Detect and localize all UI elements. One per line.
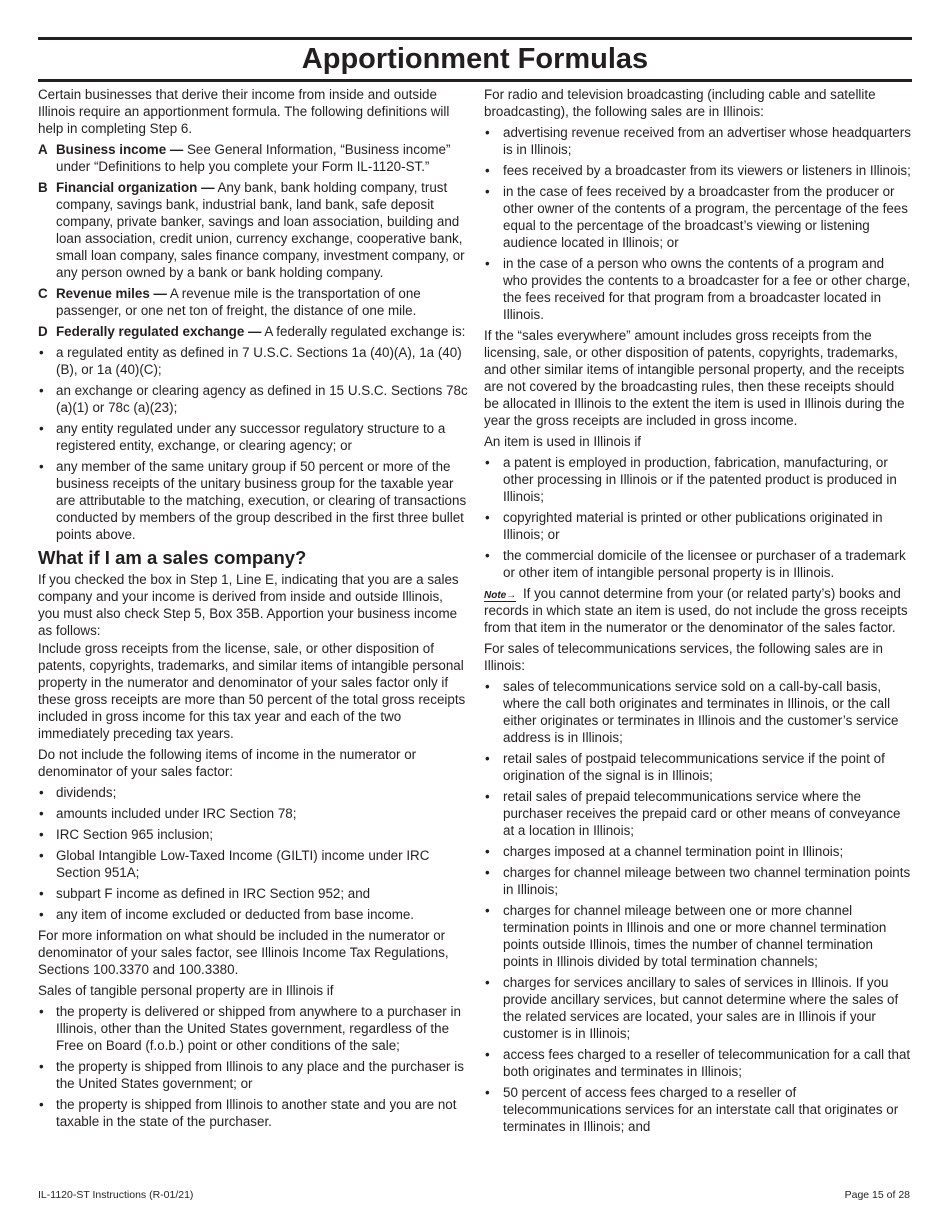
telecom-bullet-list [484, 678, 912, 1135]
bullet-icon: • [39, 848, 44, 863]
paragraph: For sales of telecommunications services, the following sales are in Illinois: [484, 641, 883, 673]
list-item-text: the property is shipped from Illinois to any place and the purchaser is the United States government; or [56, 1059, 464, 1091]
list-item-text: in the case of fees received by a broadcaster from the producer or other owner of the contents of a program, the percentage of the fees equal to the percentage of the broadcast’s viewing or listening audience located in Illinois; or [503, 184, 908, 250]
list-item [484, 162, 912, 179]
list-item-text: IRC Section 965 inclusion; [56, 827, 214, 842]
bullet-icon: • [485, 975, 490, 990]
list-item-text: the property is delivered or shipped from anywhere to a purchaser in Illinois, other than the United States government, regardless of the Free on Board (f.o.b.) point or other conditions of the sale; [56, 1004, 461, 1053]
section-heading: What if I am a sales company? [38, 547, 307, 568]
definition-term: Revenue miles — [56, 286, 167, 301]
list-item [484, 902, 912, 970]
definition-text: A revenue mile is the transportation of one passenger, or one net ton of freight, the distance of one mile. [56, 286, 421, 318]
bullet-icon: • [485, 751, 490, 766]
list-item [38, 805, 468, 822]
list-item [484, 547, 912, 581]
bullet-icon: • [485, 163, 490, 178]
list-item [38, 344, 468, 378]
list-item-text: the property is shipped from Illinois to another state and you are not taxable in the state of the purchaser. [56, 1097, 457, 1129]
list-item [38, 382, 468, 416]
note-label: Note [484, 590, 507, 601]
list-item-text: any entity regulated under any successor regulatory structure to a registered entity, exchange, or clearing agency; or [56, 421, 446, 453]
paragraph: For more information on what should be included in the numerator or denominator of your sales factor, see Illinois Income Tax Regulations, Sections 100.3370 and 100.3380. [38, 928, 449, 977]
tangible-bullet-list [38, 1003, 468, 1130]
note-icon: Note→ [484, 590, 517, 601]
bullet-icon: • [39, 785, 44, 800]
list-item-text: charges for channel mileage between two channel termination points in Illinois; [503, 865, 911, 897]
list-item [484, 678, 912, 746]
definition-b [38, 179, 468, 281]
footer-form-id: IL-1120-ST Instructions (R-01/21) [38, 1189, 194, 1201]
bullet-icon: • [39, 459, 44, 474]
list-item-text: fees received by a broadcaster from its viewers or listeners in Illinois; [503, 163, 911, 178]
paragraph: Do not include the following items of income in the numerator or denominator of your sales factor: [38, 747, 417, 779]
definition-c [38, 285, 468, 319]
list-item-text: retail sales of postpaid telecommunications service if the point of origination of the signal is in Illinois; [503, 751, 885, 783]
list-item [484, 788, 912, 839]
footer-page-number: Page 15 of 28 [844, 1189, 910, 1201]
list-item [38, 847, 468, 881]
bullet-icon: • [485, 125, 490, 140]
definition-letter: B [38, 180, 48, 195]
used-bullet-list [484, 454, 912, 581]
paragraph: Include gross receipts from the license, sale, or other disposition of patents, copyrights, trademarks, and similar items of intangible personal property in the numerator and denominator of your sales factor only if these gross receipts are more than 50 percent of the total gross receipts included in gross income for this tax year and each of the two immediately preceding tax years. [38, 641, 466, 741]
list-item [484, 183, 912, 251]
bullet-icon: • [485, 256, 490, 271]
list-item-text: charges for services ancillary to sales of services in Illinois. If you provide ancillary services, but cannot determine where the sales of the related services are located, your sales are in Illinois if your customer is in Illinois; [503, 975, 899, 1041]
list-item [484, 843, 912, 860]
bullet-icon: • [39, 383, 44, 398]
list-item [484, 750, 912, 784]
definition-a [38, 141, 468, 175]
list-item-text: any item of income excluded or deducted from base income. [56, 907, 415, 922]
list-item [38, 1058, 468, 1092]
intro-paragraph: Certain businesses that derive their income from inside and outside Illinois require an apportionment formula. The following definitions will help in completing Step 6. [38, 87, 450, 136]
paragraph: For radio and television broadcasting (including cable and satellite broadcasting), the following sales are in Illinois: [484, 87, 876, 119]
bullet-icon: • [485, 510, 490, 525]
list-item-text: charges imposed at a channel termination point in Illinois; [503, 844, 844, 859]
bullet-icon: • [39, 806, 44, 821]
right-column [484, 86, 912, 1139]
list-item [38, 906, 468, 923]
bullet-icon: • [39, 1004, 44, 1019]
list-item-text: dividends; [56, 785, 117, 800]
list-item [484, 124, 912, 158]
list-item-text: retail sales of prepaid telecommunications service where the purchaser receives the prepaid card or other means of conveyance at a location in Illinois; [503, 789, 901, 838]
list-item-text: 50 percent of access fees charged to a reseller of telecommunications services for an interstate call that originates or terminates in Illinois; and [503, 1085, 899, 1134]
list-item [484, 974, 912, 1042]
bullet-icon: • [485, 903, 490, 918]
definition-d [38, 323, 468, 340]
list-item [484, 1046, 912, 1080]
list-item [484, 1084, 912, 1135]
list-item-text: an exchange or clearing agency as defined in 15 U.S.C. Sections 78c (a)(1) or 78c (a)(23); [56, 383, 468, 415]
exchange-bullet-list [38, 344, 468, 543]
bullet-icon: • [39, 907, 44, 922]
definition-term: Business income — [56, 142, 184, 157]
bullet-icon: • [485, 184, 490, 199]
note-text: If you cannot determine from your (or related party’s) books and records in which state an item is used, do not include the gross receipts from that item in the numerator or the denominator of the sales factor. [484, 586, 908, 635]
paragraph: If the “sales everywhere” amount includes gross receipts from the licensing, sale, or other disposition of patents, copyrights, trademarks, and other similar items of intangible personal property, and the receipts are not covered by the broadcasting rules, then these receipts should be allocated in Illinois to the extent the item is used in Illinois during the year the gross receipts are included in gross income. [484, 328, 905, 428]
list-item [484, 454, 912, 505]
list-item [38, 784, 468, 801]
page-title: Apportionment Formulas [301, 43, 649, 75]
bullet-icon: • [485, 789, 490, 804]
list-item [38, 458, 468, 543]
definition-letter: C [38, 286, 48, 301]
bullet-icon: • [39, 345, 44, 360]
definition-letter: D [38, 324, 48, 339]
bullet-icon: • [39, 1097, 44, 1112]
bullet-icon: • [485, 548, 490, 563]
bullet-icon: • [485, 1047, 490, 1062]
definition-letter: A [38, 142, 48, 157]
list-item [38, 885, 468, 902]
paragraph: An item is used in Illinois if [484, 434, 642, 449]
list-item [38, 826, 468, 843]
list-item-text: access fees charged to a reseller of telecommunication for a call that both originates and terminates in Illinois; [503, 1047, 911, 1079]
exclude-bullet-list [38, 784, 468, 923]
title-rule [38, 79, 912, 82]
list-item-text: copyrighted material is printed or other publications originated in Illinois; or [503, 510, 883, 542]
list-item-text: a regulated entity as defined in 7 U.S.C. Sections 1a (40)(A), 1a (40) (B), or 1a (40)(C); [56, 345, 462, 377]
list-item-text: any member of the same unitary group if 50 percent or more of the business receipts of the unitary business group for the taxable year are attributable to the matching, execution, or clearing of transactions conducted by members of the group described in the first three bullet points above. [56, 459, 467, 542]
list-item-text: in the case of a person who owns the contents of a program and who provides the contents to a broadcaster for a fee or other charge, the fees received for that program from a broadcaster located in Illinois. [503, 256, 911, 322]
bullet-icon: • [485, 844, 490, 859]
note-paragraph [484, 585, 912, 636]
bullet-icon: • [39, 421, 44, 436]
paragraph: If you checked the box in Step 1, Line E, indicating that you are a sales company and your income is derived from inside and outside Illinois, you must also check Step 5, Box 35B. Apportion your business income as follows: [38, 572, 459, 638]
bullet-icon: • [39, 886, 44, 901]
list-item [484, 509, 912, 543]
paragraph: Sales of tangible personal property are in Illinois if [38, 983, 334, 998]
left-column [38, 86, 468, 1134]
definition-term: Federally regulated exchange — [56, 324, 262, 339]
list-item-text: a patent is employed in production, fabrication, manufacturing, or other processing in Illinois or if the patented product is produced in Illinois; [503, 455, 897, 504]
bullet-icon: • [39, 827, 44, 842]
definition-text: Any bank, bank holding company, trust company, savings bank, industrial bank, land bank, safe deposit company, private banker, savings and loan association, building and loan association, credit union, currency exchange, cooperative bank, small loan company, sales finance company, investment company, or any person owned by a bank or bank holding company. [56, 180, 465, 280]
list-item [38, 1003, 468, 1054]
bullet-icon: • [485, 679, 490, 694]
list-item-text: charges for channel mileage between one or more channel termination points in Illinois and one or more channel termination points outside Illinois, times the number of channel termination points in Illinois divided by total termination channels; [503, 903, 887, 969]
definition-text: See General Information, “Business income” under “Definitions to help you complete your Form IL-1120-ST.” [56, 142, 451, 174]
definition-term: Financial organization — [56, 180, 215, 195]
definition-text: A federally regulated exchange is: [261, 324, 466, 339]
list-item-text: sales of telecommunications service sold on a call-by-call basis, where the call both originates and terminates in Illinois, or the call either originates or terminates in Illinois and the customer’s service address is in Illinois; [503, 679, 899, 745]
list-item-text: Global Intangible Low-Taxed Income (GILTI) income under IRC Section 951A; [56, 848, 430, 880]
bullet-icon: • [485, 865, 490, 880]
radio-bullet-list [484, 124, 912, 323]
list-item [484, 864, 912, 898]
list-item-text: subpart F income as defined in IRC Section 952; and [56, 886, 371, 901]
list-item-text: amounts included under IRC Section 78; [56, 806, 297, 821]
list-item [38, 420, 468, 454]
definitions-list [38, 141, 468, 340]
list-item-text: the commercial domicile of the licensee or purchaser of a trademark or other item of intangible personal property is in Illinois. [503, 548, 906, 580]
list-item [484, 255, 912, 323]
bullet-icon: • [485, 1085, 490, 1100]
list-item-text: advertising revenue received from an advertiser whose headquarters is in Illinois; [503, 125, 911, 157]
bullet-icon: • [39, 1059, 44, 1074]
list-item [38, 1096, 468, 1130]
bullet-icon: • [485, 455, 490, 470]
